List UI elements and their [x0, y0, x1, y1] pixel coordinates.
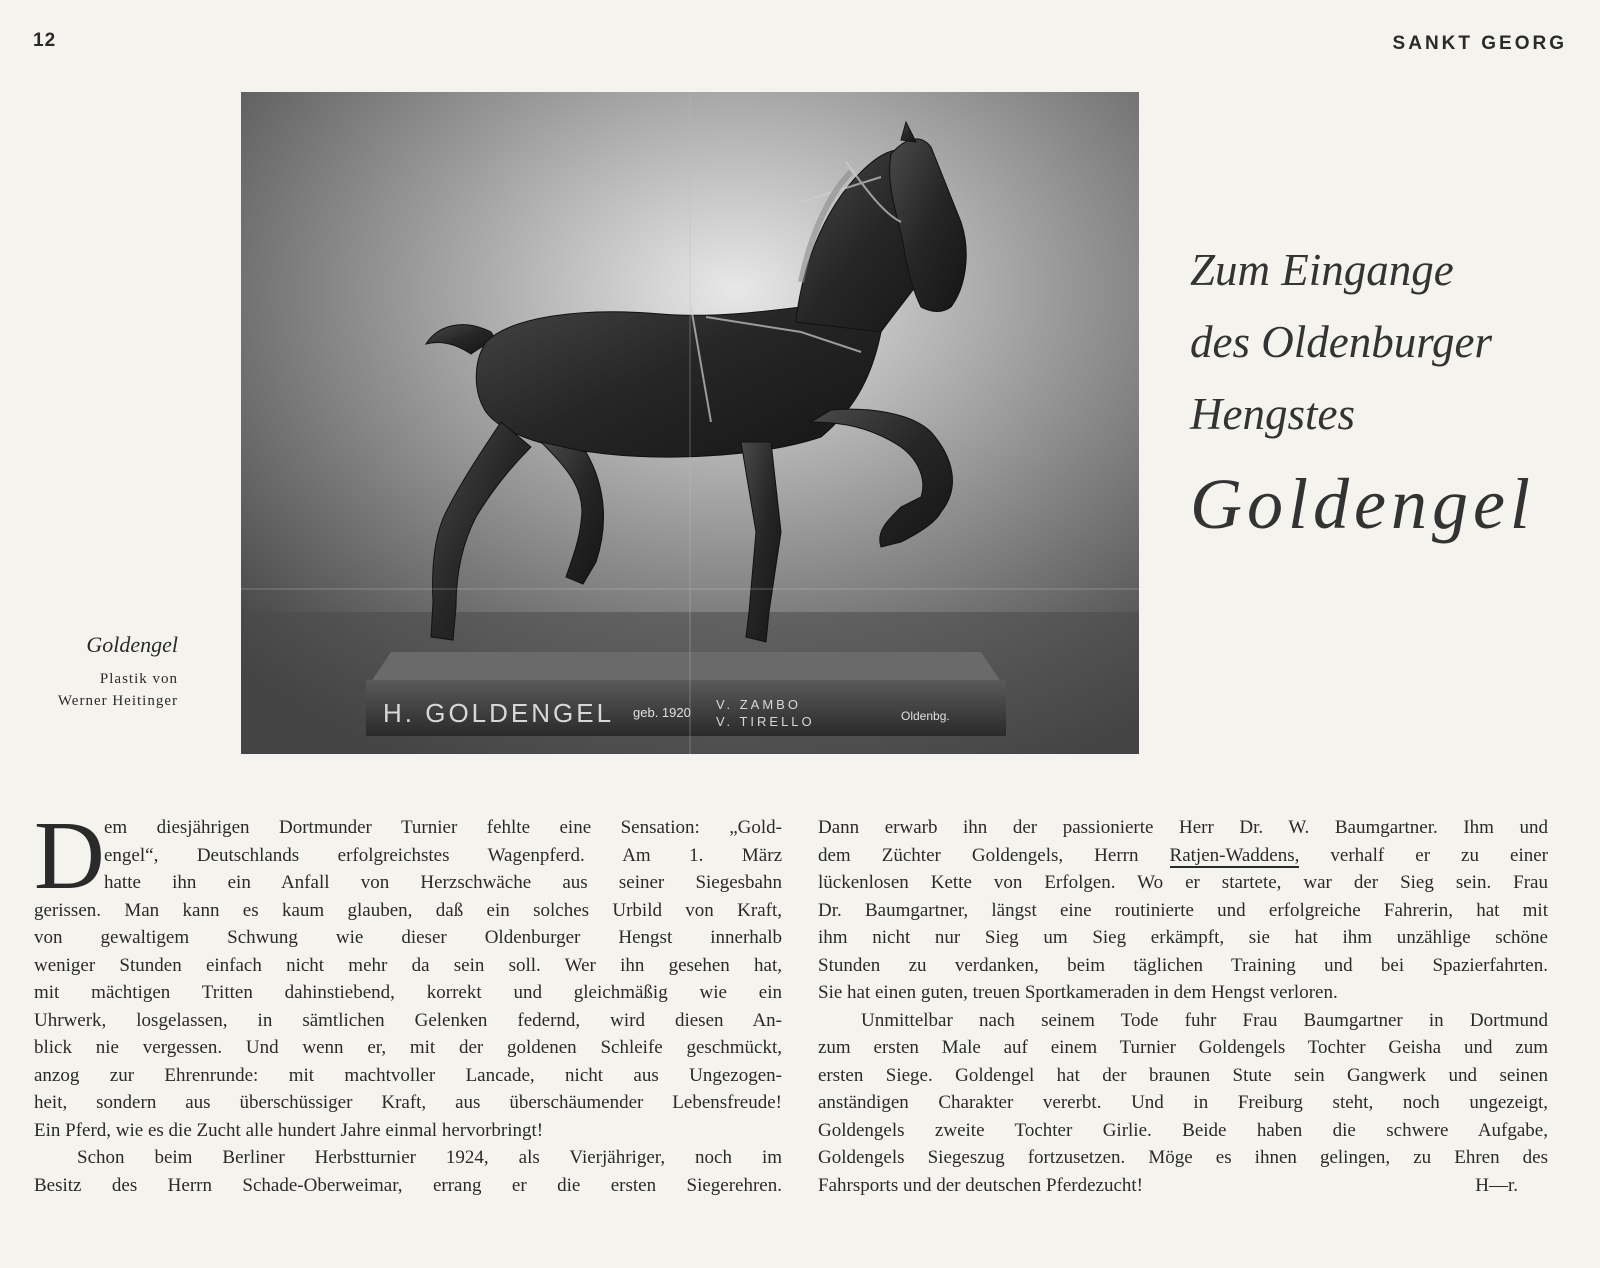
- headline-line-2: des Oldenburger: [1190, 317, 1493, 367]
- page-number: 12: [33, 30, 57, 51]
- closing-line: [818, 1172, 1548, 1200]
- article-line: Uhrwerk, losgelassen, in sämtlichen Gelenken federnd, wird diesen An-: [34, 1009, 782, 1031]
- article-line: Dann erwarb ihn der passionierte Herr Dr. W. Baumgartner. Ihm und: [818, 817, 1548, 838]
- article-line: lückenlosen Kette von Erfolgen. Wo er startete, war der Sieg sein. Frau: [818, 872, 1548, 893]
- article-line-with-underline: [818, 842, 1548, 870]
- article-line: anständigen Charakter vererbt. Und in Freiburg steht, noch ungezeigt,: [818, 1092, 1548, 1113]
- article-line: Sie hat einen guten, treuen Sportkameraden in dem Hengst verloren.: [818, 982, 1338, 1003]
- article-line: Stunden zu verdanken, beim täglichen Training und bei Spazierfahrten.: [818, 954, 1548, 976]
- caption-title: Goldengel: [86, 632, 178, 657]
- photo-caption: [0, 632, 178, 712]
- article-headline: [1190, 234, 1590, 550]
- article-line: Besitz des Herrn Schade-Oberweimar, errang er die ersten Siegerehren.: [34, 1174, 782, 1196]
- article-line: Ein Pferd, wie es die Zucht alle hundert Jahre einmal hervorbringt!: [34, 1119, 544, 1141]
- plinth-text-born: geb. 1920: [633, 705, 691, 720]
- article-column-right: [818, 814, 1548, 1199]
- article-line: em diesjährigen Dortmunder Turnier fehlte eine Sensation: „Gold-: [104, 817, 782, 838]
- horse-sculpture-image: [241, 92, 1139, 754]
- article-line: zum ersten Male auf einem Turnier Goldengels Tochter Geisha und zum: [818, 1037, 1548, 1058]
- article-line: Goldengels zweite Tochter Girlie. Beide haben die schwere Aufgabe,: [818, 1119, 1548, 1141]
- article-line: anzog zur Ehrenrunde: mit machtvoller Lancade, nicht aus Ungezogen-: [34, 1064, 782, 1086]
- article-line: blick nie vergessen. Und wenn er, mit der goldenen Schleife geschmückt,: [34, 1037, 782, 1058]
- plinth-text-sire: V. ZAMBO: [716, 697, 801, 712]
- article-line: heit, sondern aus überschüssiger Kraft, aus überschäumender Lebensfreude!: [34, 1092, 782, 1113]
- article-line: hatte ihn ein Anfall von Herzschwäche aus seiner Siegesbahn: [104, 872, 782, 893]
- article-line: ihm nicht nur Sieg um Sieg erkämpft, sie hat ihm unzählige schöne: [818, 927, 1548, 948]
- plinth-text-main: H. GOLDENGEL: [383, 698, 615, 728]
- article-column-left: [34, 802, 782, 1199]
- headline-horse-name: Goldengel: [1190, 464, 1535, 544]
- article-line: engel“, Deutschlands erfolgreichstes Wagenpferd. Am 1. März: [104, 844, 782, 866]
- headline-line-1: Zum Eingange: [1190, 245, 1454, 295]
- article-line: von gewaltigem Schwung wie dieser Oldenburger Hengst innerhalb: [34, 927, 782, 948]
- article-line: Goldengels Siegeszug fortzusetzen. Möge es ihnen gelingen, zu Ehren des: [818, 1147, 1548, 1168]
- author-signature: H—r.: [1475, 1174, 1518, 1196]
- underlined-name: Ratjen-Waddens,: [1169, 844, 1300, 866]
- drop-cap: D: [34, 802, 105, 910]
- article-line: Unmittelbar nach seinem Tode fuhr Frau Baumgartner in Dortmund: [861, 1009, 1548, 1031]
- caption-line-1: Plastik von: [99, 671, 178, 687]
- article-line: mit mächtigen Tritten dahinstiebend, korrekt und gleichmäßig wie ein: [34, 982, 782, 1003]
- plinth-text-place: Oldenbg.: [901, 709, 950, 723]
- article-text: dem Züchter Goldengels, Herrn: [818, 844, 1170, 866]
- article-text: verhalf er zu einer: [1299, 844, 1548, 866]
- headline-line-3: Hengstes: [1190, 389, 1355, 439]
- article-line: weniger Stunden einfach nicht mehr da sein soll. Wer ihn gesehen hat,: [34, 954, 782, 976]
- article-line: Dr. Baumgartner, längst eine routinierte und erfolgreiche Fahrerin, hat mit: [818, 899, 1548, 921]
- caption-line-2: Werner Heitinger: [57, 693, 178, 709]
- running-head: SANKT GEORG: [1392, 33, 1567, 54]
- plinth-text-dam: V. TIRELLO: [716, 714, 815, 729]
- article-line: Schon beim Berliner Herbstturnier 1924, als Vierjähriger, noch im: [77, 1147, 782, 1168]
- article-line: ersten Siege. Goldengel hat der braunen Stute sein Gangwerk und seinen: [818, 1064, 1548, 1086]
- horse-sculpture-photo: [241, 92, 1139, 754]
- article-last-line: Fahrsports und der deutschen Pferdezucht!: [818, 1174, 1144, 1196]
- article-line: gerissen. Man kann es kaum glauben, daß ein solches Urbild von Kraft,: [34, 899, 782, 921]
